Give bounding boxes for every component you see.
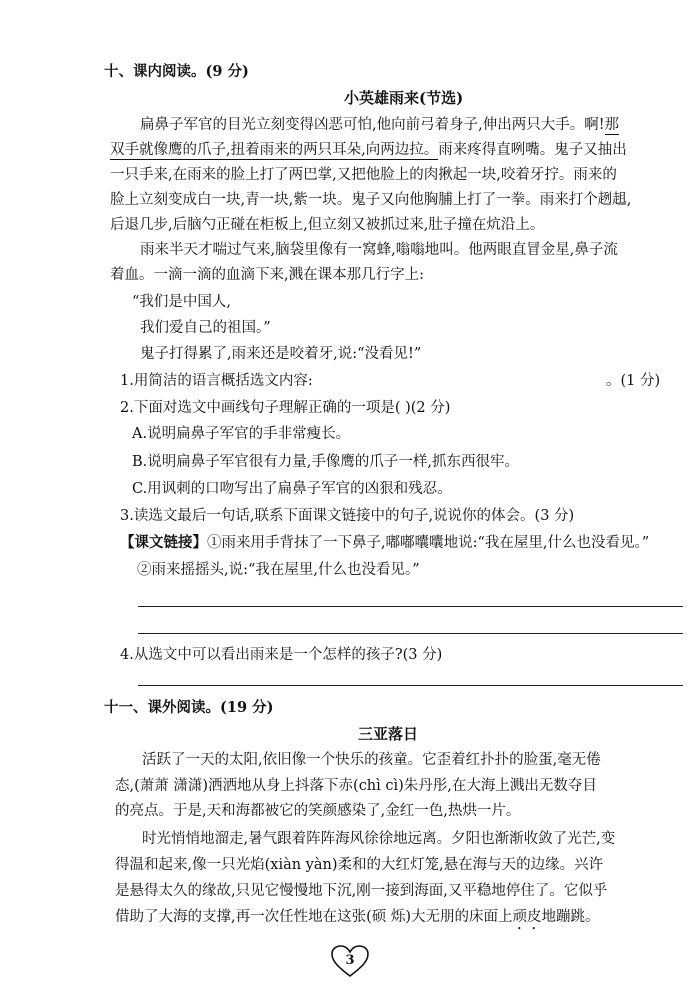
quote-line: “我们是中国人, — [132, 294, 232, 310]
option-a: A.说明扁鼻子军官的手非常瘦长。 — [132, 426, 351, 442]
passage-line: 后退几步,后脑勺正碰在柜板上,但立刻又被抓过来,肚子撞在炕沿上。 — [110, 217, 545, 233]
passage-title-sanya: 三亚落日 — [358, 725, 419, 743]
passage-line: 态,(萧萧 潇潇)洒洒地从身上抖落下赤(chì cì)朱丹彤,在大海上溅出无数夺目 — [115, 778, 597, 794]
section-11-heading: 十一、课外阅读。(19 分) — [104, 699, 274, 716]
quote-line: 我们爱自己的祖国。” — [140, 320, 271, 336]
passage-line: 时光悄悄地溜走,暑气跟着阵阵海风徐徐地远离。夕阳也渐渐收敛了光芒,变 — [142, 831, 616, 847]
passage-line: 双手就像鹰的爪子,扭着雨来的两只耳朵,向两边拉。雨来疼得直咧嘴。鬼子又抽出 — [110, 142, 627, 158]
passage-line: 雨来半天才喘过气来,脑袋里像有一窝蜂,嗡嗡地叫。他两眼直冒金星,鼻子流 — [140, 242, 618, 258]
passage-line: 脸上立刻变成白一块,青一块,紫一块。鬼子又向他胸脯上打了一拳。雨来打个趔趄, — [110, 192, 632, 208]
passage-line: 着血。一滴一滴的血滴下来,溅在课本那几行字上: — [110, 267, 424, 283]
passage-line: 借助了大海的支撑,再一次任性地在这张(硕 烁)大无朋的床面上顽皮地蹦跳。 — [115, 909, 600, 925]
question-1: 1.用简洁的语言概括选文内容: — [120, 373, 313, 389]
answer-line — [138, 685, 683, 686]
page-number: 3 — [330, 945, 370, 979]
text-link: 【课文链接】①雨来用手背抹了一下鼻子,嘟嘟囔囔地说:“我在屋里,什么也没看见。” — [120, 534, 650, 551]
passage-title-xiaoyingxiong: 小英雄雨来(节选) — [344, 89, 464, 107]
option-c: C.用讽刺的口吻写出了扁鼻子军官的凶狠和残忍。 — [132, 481, 452, 497]
text-link-line: ②雨来摇摇头,说:“我在屋里,什么也没看见。” — [137, 562, 420, 578]
passage-line: 扁鼻子军官的目光立刻变得凶恶可怕,他向前弓着身子,伸出两只大手。啊!那 — [140, 117, 620, 133]
underlined-sentence: 双手就像鹰的爪子,扭着雨来的两只耳朵,向两边拉。 — [110, 142, 439, 158]
question-3: 3.读选文最后一句话,联系下面课文链接中的句子,说说你的体会。(3 分) — [120, 508, 575, 524]
question-2: 2.下面对选文中画线句子理解正确的一项是( )(2 分) — [120, 400, 451, 416]
answer-line — [138, 633, 683, 634]
passage-line: 一只手来,在雨来的脸上打了两巴掌,又把他脸上的肉揪起一块,咬着牙拧。雨来的 — [110, 167, 617, 183]
passage-line: 是悬得太久的缘故,只见它慢慢地下沉,刚一接到海面,又平稳地停住了。它似乎 — [115, 883, 608, 899]
dotted-word: 顽皮 — [512, 909, 542, 925]
passage-line: 鬼子打得累了,雨来还是咬着牙,说:“没看见!” — [140, 346, 422, 362]
question-4: 4.从选文中可以看出雨来是一个怎样的孩子?(3 分) — [120, 647, 443, 663]
passage-line: 活跃了一天的太阳,依旧像一个快乐的孩童。它歪着红扑扑的脸蛋,毫无倦 — [142, 752, 601, 768]
answer-line — [138, 606, 683, 607]
question-1-score: 。(1 分) — [606, 373, 661, 389]
passage-line: 得温和起来,像一只光焰(xiàn yàn)柔和的大红灯笼,悬在海与天的边缘。兴许 — [115, 857, 604, 873]
option-b: B.说明扁鼻子军官很有力量,手像鹰的爪子一样,抓东西很牢。 — [132, 454, 519, 470]
section-10-heading: 十、课内阅读。(9 分) — [104, 63, 249, 80]
text-link-label: 【课文链接】 — [120, 534, 207, 551]
passage-line: 的亮点。于是,天和海都被它的笑颜感染了,金红一色,热烘一片。 — [115, 803, 521, 819]
